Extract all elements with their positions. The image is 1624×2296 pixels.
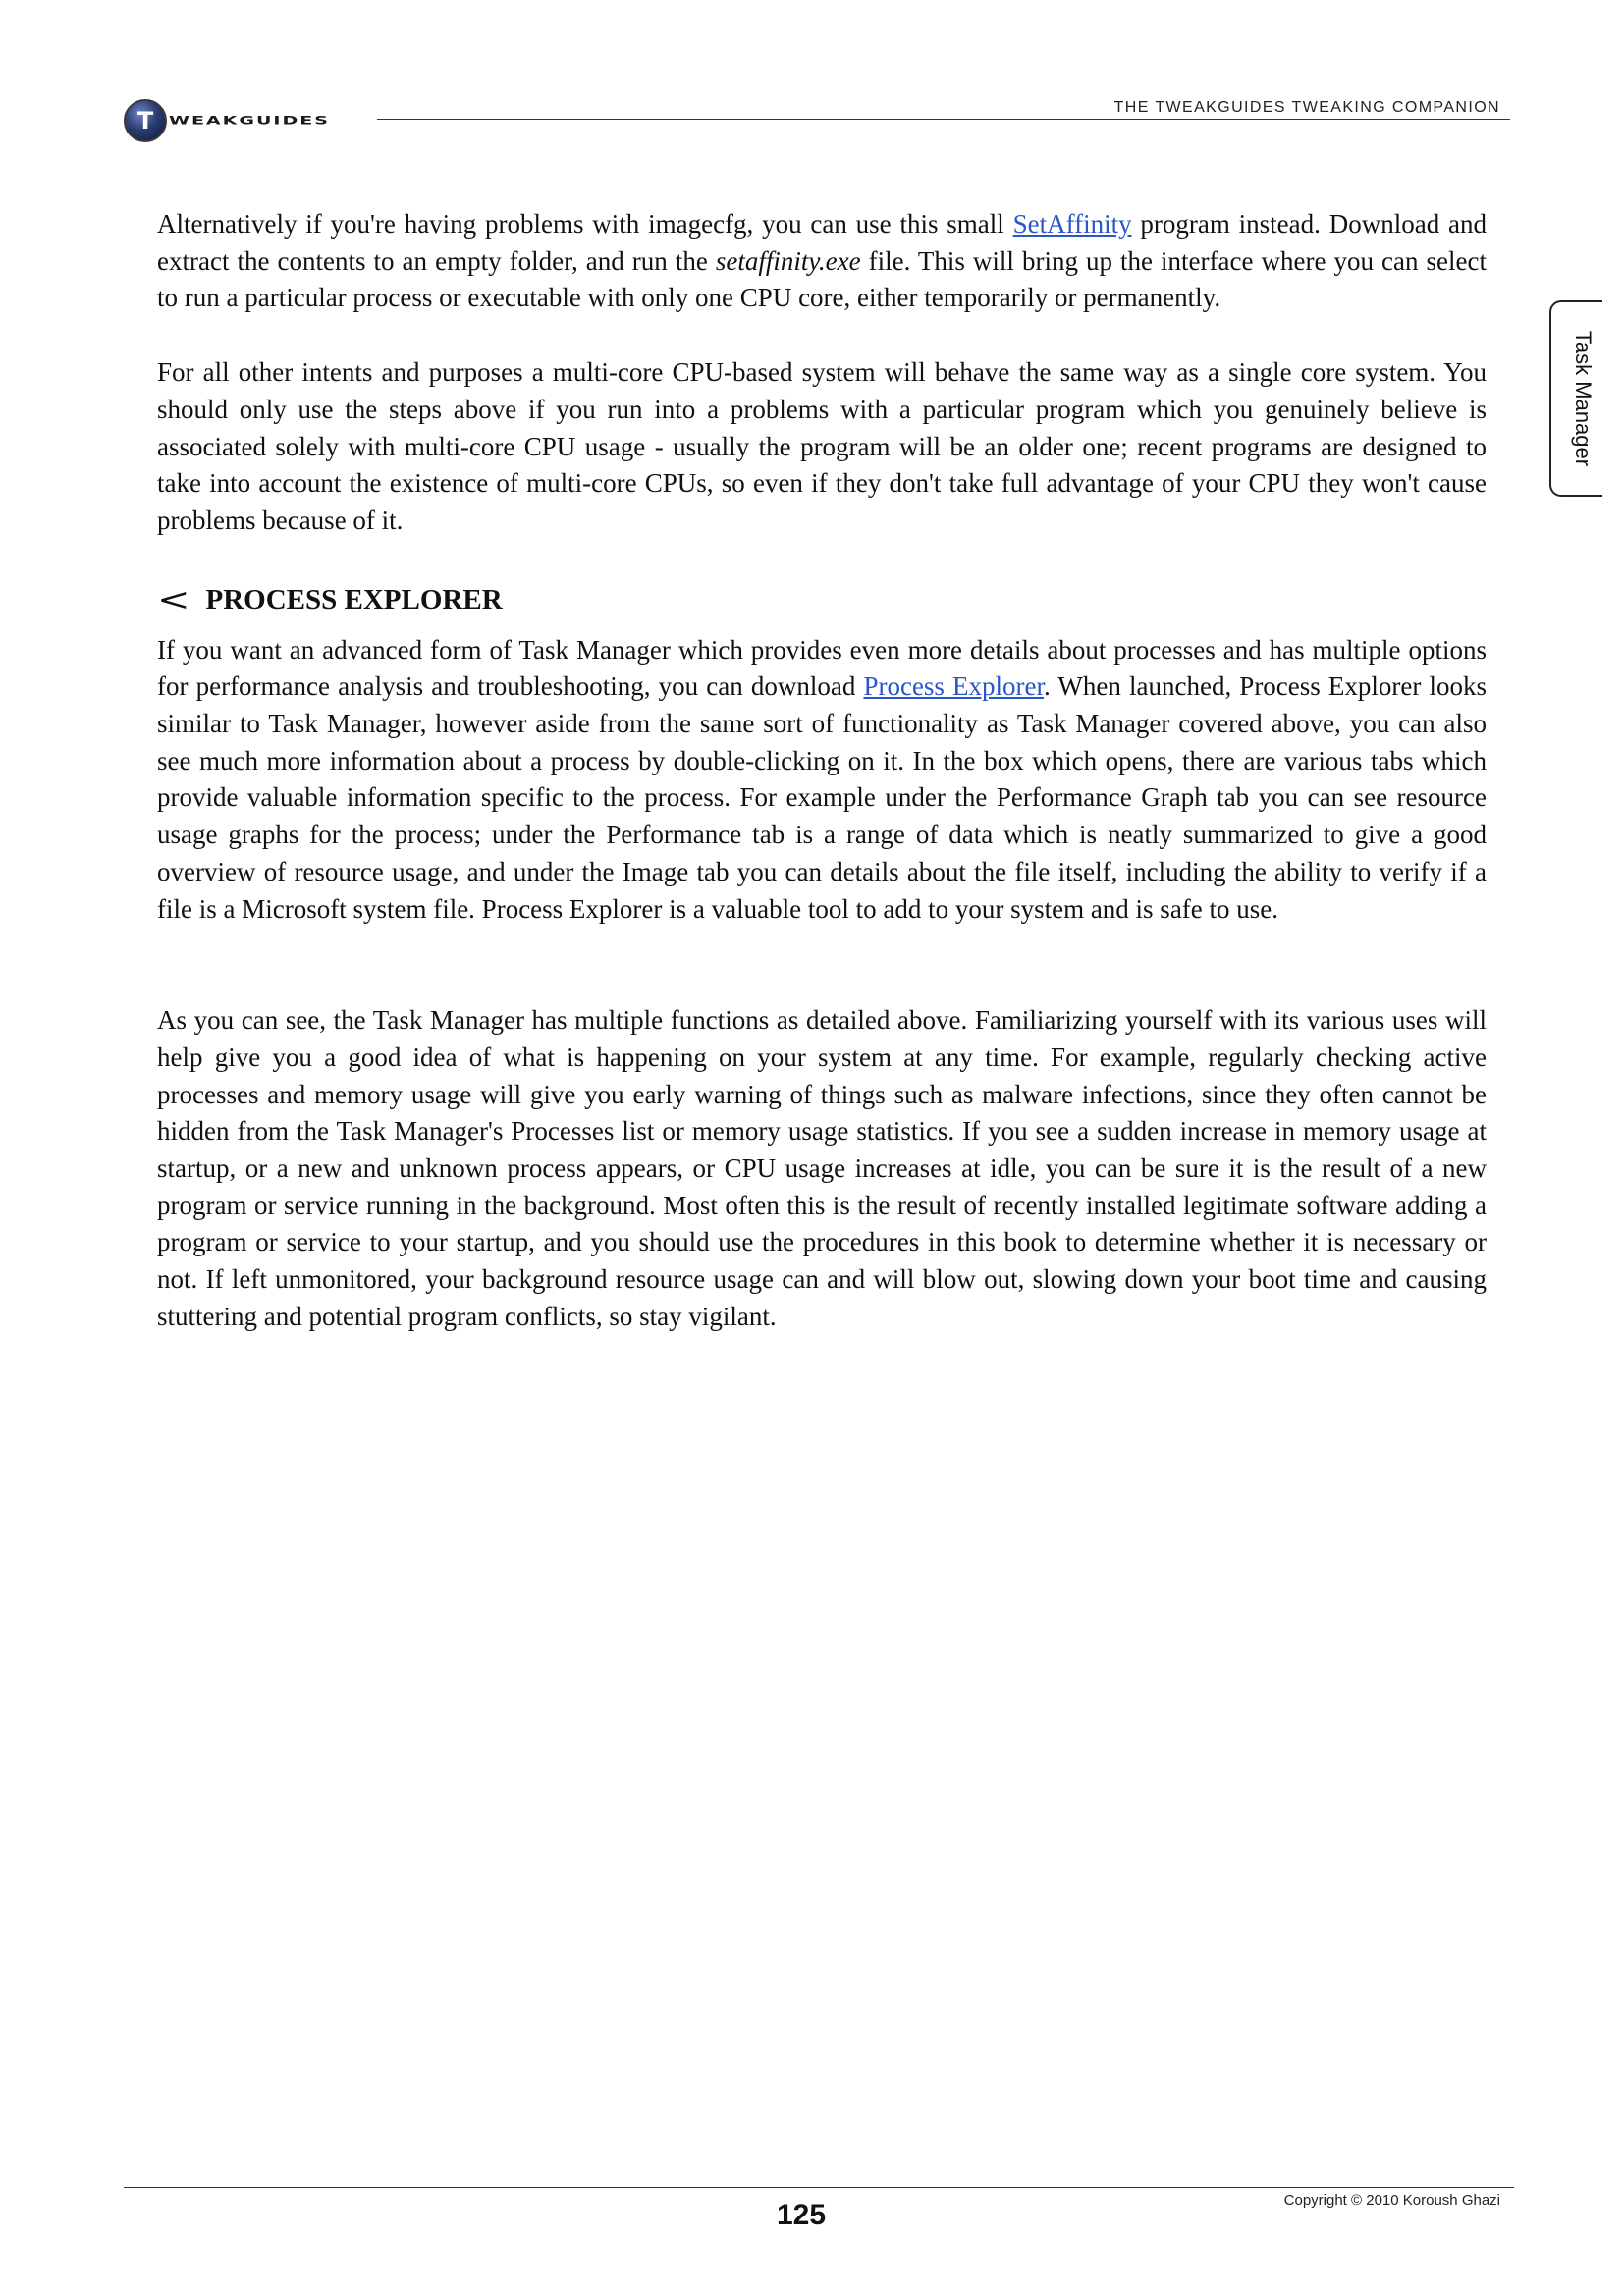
section-title: PROCESS EXPLORER [205,583,503,615]
header-rule [377,119,1510,120]
setaffinity-link[interactable]: SetAffinity [1012,209,1132,239]
page-body [157,206,1487,1336]
logo-letter: T [136,107,154,134]
logo-wordmark: WEAKGUIDES [169,114,330,128]
chapter-side-tab-label: Task Manager [1571,330,1596,467]
paragraph-conclusion: As you can see, the Task Manager has multiple functions as detailed above. Familiarizing yourself with its various uses will help give you a good idea of what is happening on your system at any time. For example, regularly checking active processes and memory usage will give you early warning of things such as malware infections, since they often cannot be hidden from the Task Manager's Processes list or memory usage statistics. If you see a sudden increase in memory usage at startup, or a new and unknown process appears, or CPU usage increases at idle, you can be sure it is the result of a new program or service running in the background. Most often this is the result of recently installed legitimate software adding a program or service to your startup, and you should use the procedures in this book to determine whether it is necessary or not. If left unmonitored, your background resource usage can and will blow out, slowing down your boot time and causing stuttering and potential program conflicts, so stay vigilant. [157,1005,1487,1331]
paragraph-text: Alternatively if you're having problems with imagecfg, you can use this small [157,209,1013,239]
logo-emblem [124,99,167,142]
tweakguides-logo [124,96,359,145]
paragraph-text: program instead. Download and extract the contents to an empty folder, and run the [157,209,1487,276]
paragraph-text: If you want an advanced form of Task Manager which provides even more details about processes and has multiple options for performance analysis and troubleshooting, you can download [157,634,1487,702]
page-number: 125 [776,2199,827,2231]
footer-rule [124,2187,1514,2188]
paragraph-text: file. This will bring up the interface where you can select to run a particular process or executable with only one CPU core, either temporarily or permanently. [157,245,1488,313]
section-heading [157,583,1487,616]
paragraph-setaffinity [157,206,1487,317]
paragraph-process-explorer [157,632,1487,929]
paragraph-text: . When launched, Process Explorer looks similar to Task Manager, however aside from the same sort of functionality as Task Manager covered above, you can also see much more information about a process by double-clicking on it. In the box which opens, there are various tabs which provide valuable information specific to the process. For example under the Performance Graph tab you can see resource usage graphs for the process; under the Performance tab is a range of data which is neatly summarized to give a good overview of resource usage, and under the Image tab you can details about the file itself, including the ability to verify if a file is a Microsoft system file. Process Explorer is a valuable tool to add to your system and is safe to use. [157,671,1487,924]
process-explorer-link[interactable]: Process Explorer [863,671,1045,702]
copyright-notice: Copyright © 2010 Koroush Ghazi [1283,2192,1500,2209]
filename-text: setaffinity.exe [715,245,861,276]
running-header-title: THE TWEAKGUIDES TWEAKING COMPANION [1113,99,1500,116]
paragraph-multicore: For all other intents and purposes a multi-core CPU-based system will behave the same way as a single core system. You should only use the steps above if you run into a problems with a particular program which you genuinely believe is associated solely with multi-core CPU usage - usually the program will be an older one; recent programs are designed to take into account the existence of multi-core CPUs, so even if they don't take full advantage of your CPU they won't cause problems because of it. [157,357,1487,535]
heading-arrow-icon: < [157,581,190,618]
